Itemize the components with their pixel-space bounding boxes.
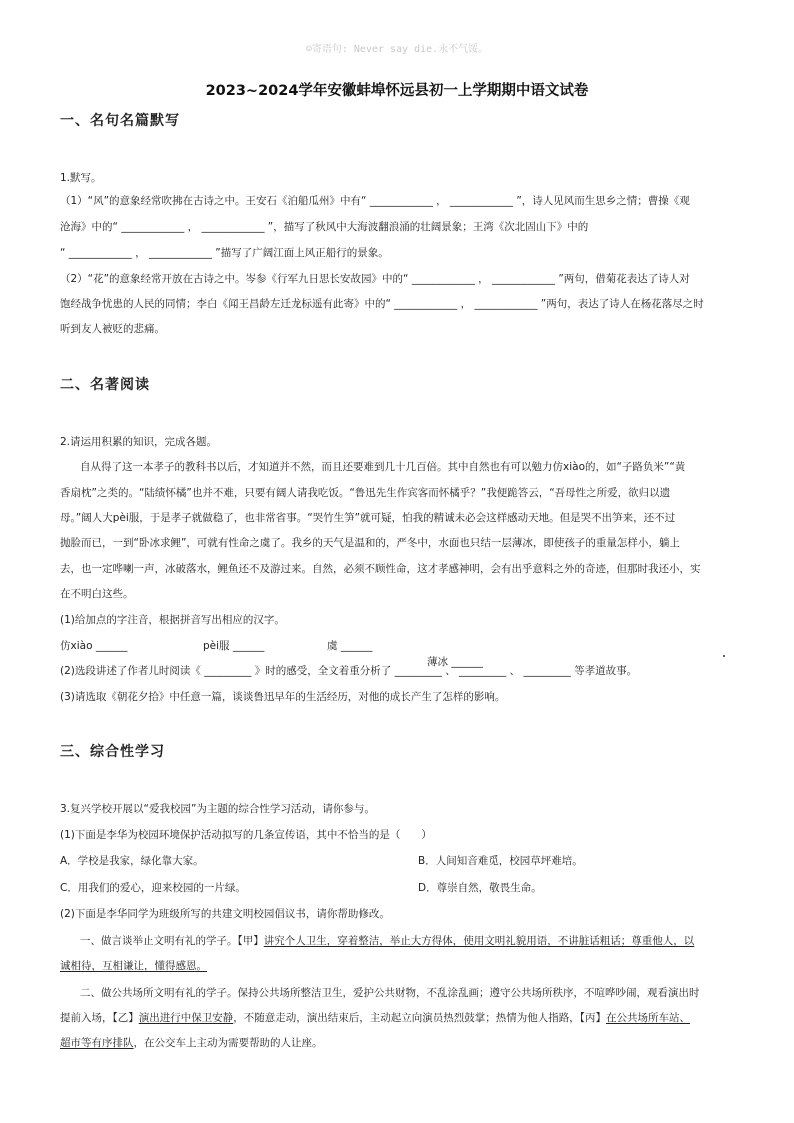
exam-title: 2023~2024学年安徽蚌埠怀远县初一上学期期中语文试卷 (205, 83, 589, 99)
section-heading-1: 一、名句名篇默写 (60, 113, 180, 129)
watermark: ☺寄语句: Never say die.永不气馁。 (305, 44, 489, 55)
option-b: B．人间知音难觅，校园草坪难培。 (418, 855, 583, 867)
q2-passage-line: 母。”阔人大pèi服，于是孝子就做稳了，也非常省事。“哭竹生笋”就可疑，怕我的精诚未必会这样感动天地。但是哭不出笋来，还不过 (60, 512, 676, 524)
option-d: D．尊崇自然，敬畏生命。 (418, 882, 542, 894)
q1-line: （1）“风”的意象经常吹拂在古诗之中。王安石《泊船瓜州》中有“ ____________ ， ____________ ”，诗人见风而生思乡之情；曹操《观 (60, 195, 690, 207)
q2-passage-line: 自从得了这一本孝子的教科书以后，才知道并不然，而且还要难到几十几百倍。其中自然也有可以勉力仿xiào的，如“子路负米”“黄 (80, 461, 686, 473)
q1-line: 饱经战争忧患的人民的同情；李白《闻王昌龄左迁龙标遥有此寄》中的“ ____________ ， ____________ ”两句，表达了诗人在杨花落尽之时 (60, 298, 704, 310)
blank-pei-fu: pèi服 ______ (203, 640, 265, 652)
proposal-para-1 (80, 933, 694, 949)
proposal-para-2: 二、做公共场所文明有礼的学子。保持公共场所整洁卫生，爱护公共财物，不乱涂乱画；遵守公共场所秩序，不喧哗吵闹，观看演出时 (80, 987, 700, 999)
text-segment: 提前入场，【乙】 (60, 1012, 139, 1024)
q1-line: “ ____________ ， ____________ ”描写了广阔江面上风正船行的景象。 (60, 247, 389, 259)
q2-sub3: (3)请选取《朝花夕拾》中任意一篇，谈谈鲁迅早年的生活经历，对他的成长产生了怎样的影响。 (60, 691, 506, 703)
q2-passage-line: 香扇枕”之类的。“陆绩怀橘”也并不难，只要有阔人请我吃饭。“鲁迅先生作宾客而怀橘乎？”我便跪答云，“吾母性之所爱，欲归以遗 (60, 487, 671, 499)
q2-passage-line: 抛脸而已，一到“卧冰求鲤”，可就有性命之虞了。我乡的天气是温和的，严冬中，水面也只结一层薄冰，即使孩子的重量怎样小，躺上 (60, 537, 680, 549)
q3-sub2: (2)下面是李华同学为班级所写的共建文明校园倡议书，请你帮助修改。 (60, 908, 390, 920)
option-a: A．学校是我家，绿化靠大家。 (60, 855, 204, 867)
underlined-jia-cont: 诚相待，互相谦让，懂得感恩。 (60, 960, 207, 972)
q2-sub2: (2)选段讲述了作者儿时阅读《 _________ 》时的感受，全文着重分析了 _________ 、 _________ 、 _________ 等孝道故事。 (60, 665, 638, 677)
q1-line: （2）“花”的意象经常开放在古诗之中。岑参《行军九日思长安故园》中的“ ____________ ， ____________ ”两句，借菊花表达了诗人对 (60, 273, 690, 285)
q2-stem: 2.请运用积累的知识，完成各题。 (60, 436, 218, 448)
blank-bao-bing: 薄冰 ______ (427, 654, 794, 670)
text-segment: ，在公交车上主动为需要帮助的人让座。 (133, 1037, 323, 1049)
section-heading-3: 三、综合性学习 (60, 744, 165, 760)
underlined-yi: 演出进行中保卫安静 (138, 1012, 234, 1024)
underlined-bing: 在公共场所车站、 (606, 1012, 690, 1024)
option-c: C．用我们的爱心，迎来校园的一片绿。 (60, 882, 246, 894)
q1-line: 听到友人被贬的悲痛。 (60, 323, 165, 335)
text-segment: ，不随意走动，演出结束后，主动起立向演员热烈鼓掌；热情为他人指路，【丙】 (233, 1012, 606, 1024)
proposal-para-2-line3 (60, 1035, 323, 1051)
proposal-para-1-cont (60, 958, 207, 974)
blank-fang-xiao: 仿xiào ______ (60, 640, 128, 652)
q3-stem: 3.复兴学校开展以“爱我校园”为主题的综合性学习活动，请你参与。 (60, 803, 375, 815)
q1-stem: 1.默写。 (60, 172, 102, 184)
q2-passage-line: 在不明白这些。 (60, 588, 134, 600)
underlined-jia: 讲究个人卫生，穿着整洁，举止大方得体，使用文明礼貌用语，不讲脏话粗话；尊重他人，以 (263, 935, 695, 947)
q3-sub1: (1)下面是李华为校园环境保护活动拟写的几条宣传语，其中不恰当的是（ ） (60, 829, 432, 841)
section-heading-2: 二、名著阅读 (60, 377, 150, 393)
q1-line: 沧海》中的“ ____________ ， ____________ ”，描写了秋风中大海波翻浪涌的壮阔景象；王湾《次北固山下》中的 (60, 221, 589, 233)
q2-passage-line: 去，也一定哗喇一声，冰破落水，鲤鱼还不及游过来。自然，必须不顾性命，这才孝感神明，会有出乎意料之外的奇迹，但那时我还小，实 (60, 563, 701, 575)
underlined-bing-cont: 超市等有序排队 (60, 1037, 134, 1049)
q2-sub1: (1)给加点的字注音，根据拼音写出相应的汉字。 (60, 614, 285, 626)
blank-yu: 虞 ______ (327, 638, 794, 654)
proposal-para-1-lead: 一、做言谈举止文明有礼的学子。【甲】 (80, 935, 264, 947)
proposal-para-2-line2 (60, 1010, 690, 1026)
